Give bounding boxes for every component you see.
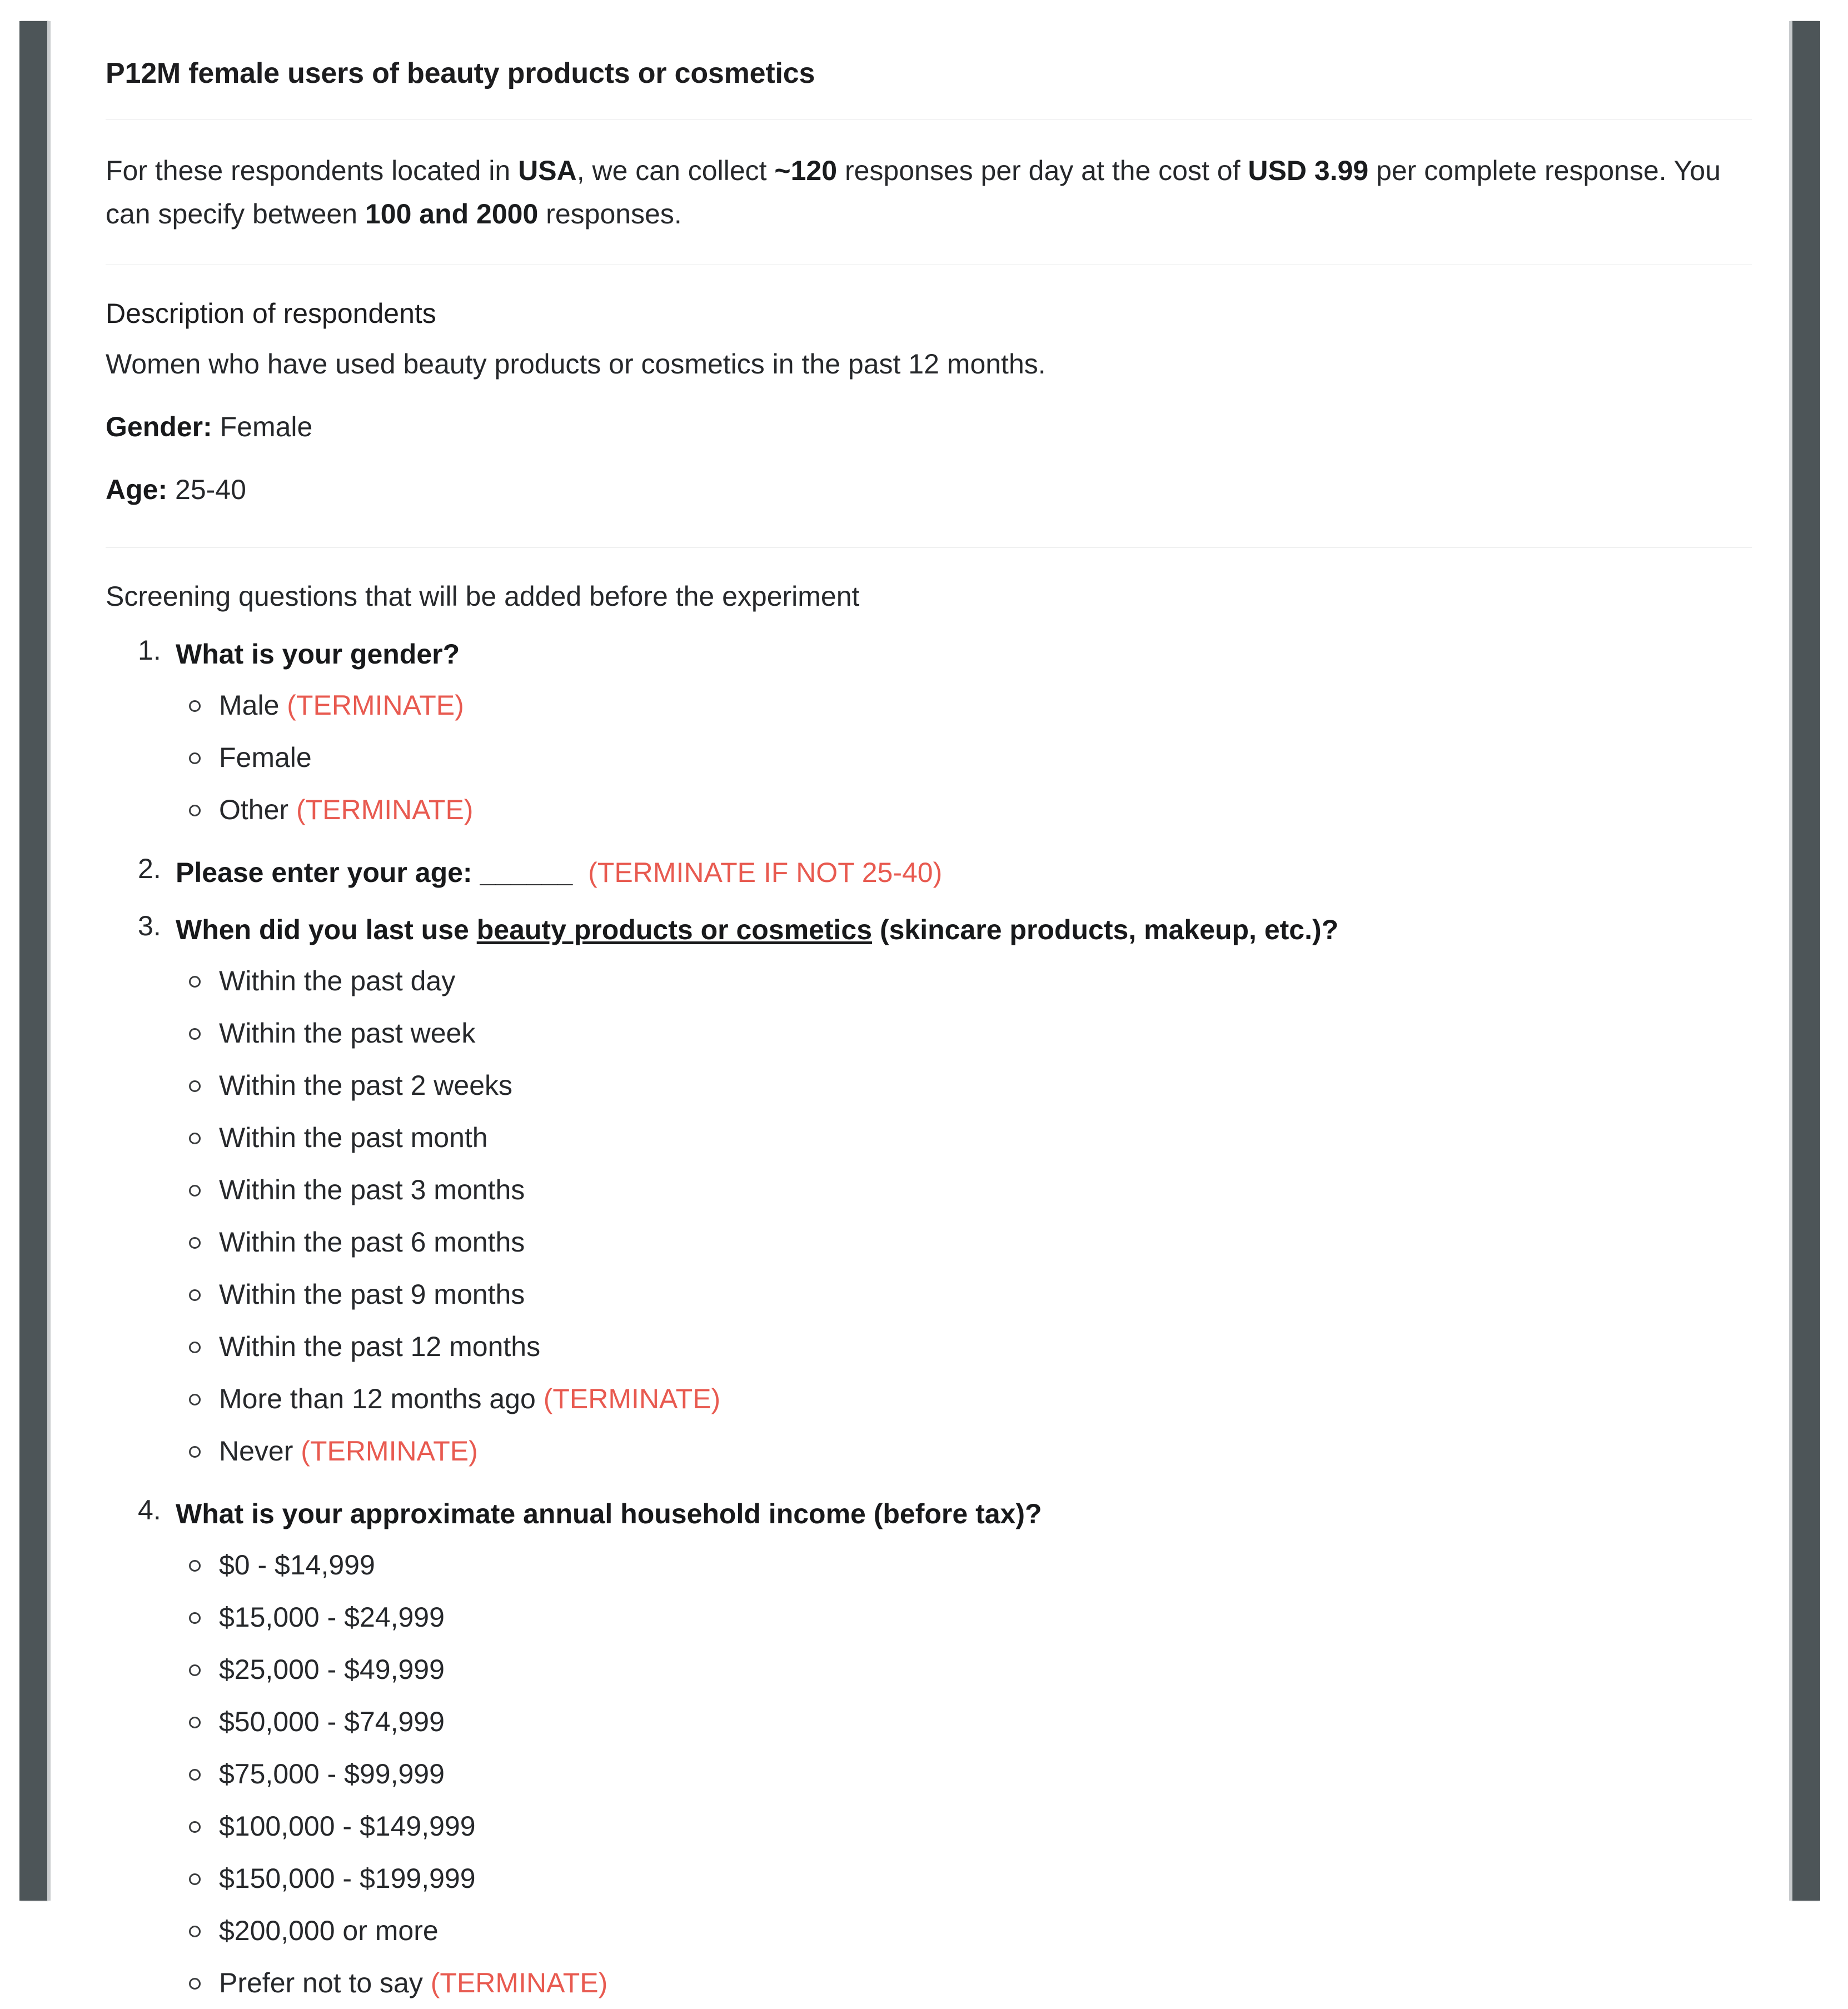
option-item[interactable] (176, 1748, 1752, 1800)
option-label: $25,000 - $49,999 (219, 1654, 445, 1685)
option-label: Within the past week (219, 1018, 476, 1049)
option-list-4 (176, 1539, 1752, 2009)
question-text-3-before: When did you last use (176, 914, 477, 945)
age-value: 25-40 (175, 474, 246, 505)
intro-paragraph (106, 120, 1734, 265)
option-label: $100,000 - $149,999 (219, 1811, 476, 1842)
option-label: $15,000 - $24,999 (219, 1602, 445, 1633)
option-item[interactable] (176, 1007, 1752, 1059)
screening-question-list (106, 634, 1752, 2009)
spacer (106, 511, 1752, 547)
option-label: Female (219, 742, 312, 773)
question-text-3-underlined: beauty products or cosmetics (476, 914, 873, 945)
option-label: Within the past 2 weeks (219, 1070, 513, 1101)
option-item[interactable] (176, 1905, 1752, 1957)
option-item[interactable] (176, 784, 1752, 836)
option-label: Within the past 6 months (219, 1227, 525, 1258)
question-text-4: What is your approximate annual household income (before tax)? (176, 1498, 1042, 1529)
option-item[interactable] (176, 955, 1752, 1007)
option-label: Within the past 3 months (219, 1174, 525, 1205)
terminate-note: (TERMINATE) (287, 690, 464, 721)
question-item-2 (106, 853, 1752, 893)
option-label: Within the past 9 months (219, 1279, 525, 1310)
screening-heading: Screening questions that will be added before the experiment (106, 581, 860, 612)
option-item[interactable] (176, 1539, 1752, 1591)
question-item-4 (106, 1494, 1752, 2009)
option-label: $50,000 - $74,999 (219, 1706, 445, 1737)
question-label-2: Please enter your age: (176, 857, 472, 888)
option-list-1 (176, 679, 1752, 836)
terminate-note: (TERMINATE) (430, 1967, 608, 1998)
gender-value: Female (220, 411, 313, 442)
age-blank-field[interactable]: ______ (480, 857, 573, 888)
option-item[interactable] (176, 1591, 1752, 1643)
window-frame-edge-right (1789, 21, 1792, 1901)
gender-row (106, 385, 1752, 448)
option-list-3 (176, 955, 1752, 1477)
option-label: $200,000 or more (219, 1915, 439, 1946)
terminate-note: (TERMINATE) (543, 1383, 721, 1414)
option-label: Prefer not to say (219, 1967, 423, 1998)
document-content (106, 21, 1752, 2009)
option-item[interactable] (176, 679, 1752, 731)
option-item[interactable] (176, 1852, 1752, 1905)
option-label: $150,000 - $199,999 (219, 1863, 476, 1894)
option-item[interactable] (176, 1268, 1752, 1320)
terminate-note: (TERMINATE) (301, 1435, 478, 1467)
option-item[interactable] (176, 1373, 1752, 1425)
intro-responses-per-day: ~120 (774, 155, 838, 186)
option-label: Within the past day (219, 965, 456, 996)
page-title: P12M female users of beauty products or cosmetics (106, 57, 815, 89)
intro-response-range: 100 and 2000 (365, 198, 539, 230)
question-text-3-after: (skincare products, makeup, etc.)? (872, 914, 1339, 945)
description-text: Women who have used beauty products or cosmetics in the past 12 months. (106, 348, 1046, 380)
description-heading: Description of respondents (106, 298, 436, 329)
intro-suffix: responses. (538, 198, 682, 230)
option-item[interactable] (176, 1320, 1752, 1373)
intro-country: USA (518, 155, 577, 186)
option-item[interactable] (176, 1643, 1752, 1696)
option-item[interactable] (176, 731, 1752, 784)
option-item[interactable] (176, 1216, 1752, 1268)
option-item[interactable] (176, 1800, 1752, 1852)
question-text-1: What is your gender? (176, 639, 460, 670)
window-frame-bar-right (1792, 21, 1820, 1901)
document-page (51, 21, 1789, 1998)
option-label: Male (219, 690, 280, 721)
age-row (106, 448, 1752, 511)
question-text-3 (176, 910, 1752, 950)
option-label: Within the past month (219, 1122, 488, 1153)
question-text-2 (176, 853, 1752, 893)
option-label: $75,000 - $99,999 (219, 1758, 445, 1789)
intro-mid1: , we can collect (576, 155, 775, 186)
gender-label: Gender: (106, 411, 212, 442)
option-label: Other (219, 794, 289, 825)
option-item[interactable] (176, 1957, 1752, 2009)
age-label: Age: (106, 474, 168, 505)
intro-prefix: For these respondents located in (106, 155, 519, 186)
question-item-3 (106, 910, 1752, 1477)
option-item[interactable] (176, 1059, 1752, 1111)
option-item[interactable] (176, 1425, 1752, 1477)
option-label: $0 - $14,999 (219, 1549, 375, 1581)
question-item-1 (106, 634, 1752, 836)
option-label: More than 12 months ago (219, 1383, 536, 1414)
intro-mid2: responses per day at the cost of (837, 155, 1248, 186)
intro-mid3: per complete response. You can specify between (106, 155, 1721, 230)
window-frame-bar-left (19, 21, 47, 1901)
option-item[interactable] (176, 1164, 1752, 1216)
option-item[interactable] (176, 1111, 1752, 1164)
option-label: Within the past 12 months (219, 1331, 541, 1362)
terminate-note: (TERMINATE) (296, 794, 474, 825)
option-item[interactable] (176, 1696, 1752, 1748)
terminate-note-age: (TERMINATE IF NOT 25-40) (588, 857, 943, 888)
intro-price: USD 3.99 (1248, 155, 1369, 186)
option-label: Never (219, 1435, 293, 1467)
